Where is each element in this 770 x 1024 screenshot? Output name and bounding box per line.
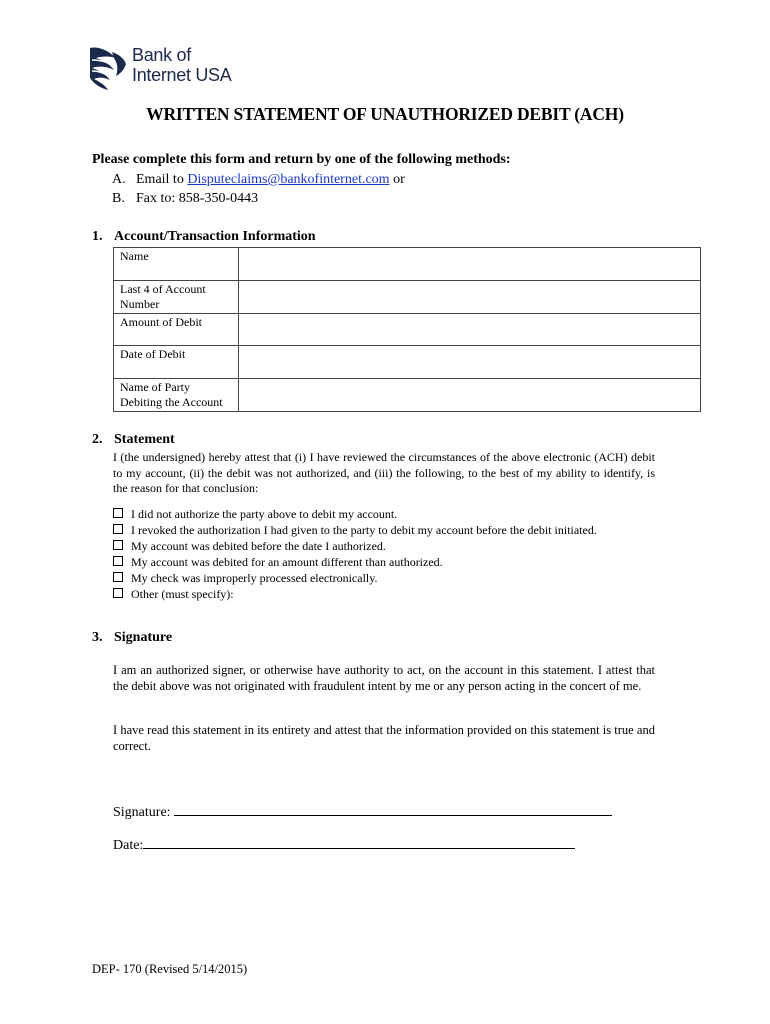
account-info-table [113, 247, 701, 412]
party-field[interactable] [239, 379, 701, 412]
table-row [114, 379, 701, 412]
section-3-number: 3. [92, 630, 103, 645]
logo-wordmark [132, 45, 231, 85]
signature-line[interactable] [174, 801, 612, 816]
signature-paragraph-2: I have read this statement in its entirety and attest that the information provided on this statement is true and correct. [113, 723, 655, 753]
method-a-label: A. [112, 172, 126, 187]
option-row[interactable]: My account was debited before the date I authorized. [113, 539, 386, 554]
section-2-heading [92, 432, 175, 448]
logo-line-1: Bank of [132, 45, 191, 65]
bank-logo [88, 44, 258, 90]
date-field[interactable] [239, 346, 701, 379]
section-2-number: 2. [92, 432, 103, 447]
section-1-number: 1. [92, 229, 103, 244]
intro-text: Please complete this form and return by one of the following methods: [92, 152, 511, 167]
table-row [114, 314, 701, 346]
option-row[interactable]: I did not authorize the party above to debit my account. [113, 507, 397, 522]
section-3-title: Signature [114, 630, 173, 645]
option-row[interactable]: Other (must specify): [113, 587, 234, 602]
method-email [112, 172, 405, 188]
option-row[interactable]: I revoked the authorization I had given to the party to debit my account before the debit initiated. [113, 523, 597, 538]
option-row[interactable]: My check was improperly processed electronically. [113, 571, 377, 586]
checkbox[interactable] [113, 524, 123, 534]
date-row [113, 834, 575, 854]
table-row [114, 346, 701, 379]
section-3-heading [92, 630, 172, 646]
table-row [114, 281, 701, 314]
signature-paragraph-1: I am an authorized signer, or otherwise have authority to act, on the account in this statement. I attest that the debit above was not originated with fraudulent intent by me or any person acting in the concert of me. [113, 663, 655, 693]
method-fax [112, 191, 258, 207]
row-label: Name [114, 248, 239, 281]
section-2-title: Statement [114, 432, 175, 447]
page-title: WRITTEN STATEMENT OF UNAUTHORIZED DEBIT (ACH) [146, 104, 624, 124]
checkbox[interactable] [113, 556, 123, 566]
method-b-text: Fax to: 858-350-0443 [136, 191, 259, 206]
account-last4-field[interactable] [239, 281, 701, 314]
checkbox[interactable] [113, 572, 123, 582]
method-a-suffix: or [389, 172, 405, 187]
checkbox[interactable] [113, 588, 123, 598]
row-label: Date of Debit [114, 346, 239, 379]
checkbox[interactable] [113, 508, 123, 518]
logo-line-2: Internet USA [132, 65, 232, 85]
section-1-heading [92, 229, 316, 245]
date-line[interactable] [143, 834, 575, 849]
checkbox[interactable] [113, 540, 123, 550]
row-label: Amount of Debit [114, 314, 239, 346]
row-label: Name of Party Debiting the Account [114, 379, 239, 412]
email-link[interactable]: Disputeclaims@bankofinternet.com [187, 172, 390, 187]
name-field[interactable] [239, 248, 701, 281]
method-a-prefix: Email to [136, 172, 188, 187]
option-row[interactable]: My account was debited for an amount different than authorized. [113, 555, 443, 570]
date-label: Date: [113, 838, 144, 853]
statement-text: I (the undersigned) hereby attest that (i) I have reviewed the circumstances of the above electronic (ACH) debit to my account, (ii) the debit was not authorized, and (iii) the following, to the best of my ability to identify, is the reason for that conclusion: [113, 450, 655, 495]
amount-field[interactable] [239, 314, 701, 346]
signature-label: Signature: [113, 805, 175, 820]
signature-row [113, 801, 612, 821]
eagle-logo-icon [88, 44, 128, 90]
form-footer: DEP- 170 (Revised 5/14/2015) [92, 962, 248, 976]
row-label: Last 4 of Account Number [114, 281, 239, 314]
method-b-label: B. [112, 191, 125, 206]
table-row [114, 248, 701, 281]
section-1-title: Account/Transaction Information [114, 229, 316, 244]
